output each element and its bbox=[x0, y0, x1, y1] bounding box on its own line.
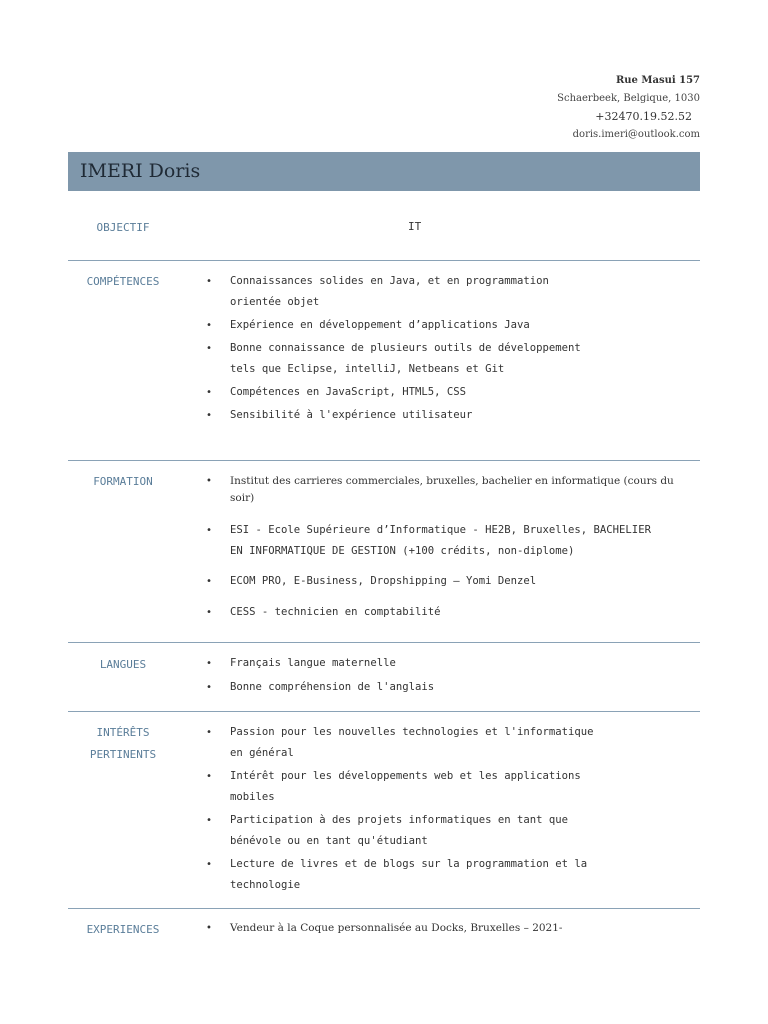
skills-list bbox=[230, 271, 600, 429]
list-item: • Intérêt pour les développements web et les applications mobiles bbox=[230, 766, 600, 808]
section-label-interests-line1: INTÉRÊTS bbox=[96, 726, 150, 739]
list-item: • Bonne connaissance de plusieurs outils de développement tels que Eclipse, intelliJ, Netbeans et Git bbox=[230, 338, 600, 380]
section-interests bbox=[68, 711, 700, 909]
section-skills bbox=[68, 260, 700, 461]
contact-city: Schaerbeek, Belgique, 1030 bbox=[557, 93, 700, 104]
list-item: • ECOM PRO, E-Business, Dropshipping – Yomi Denzel bbox=[230, 571, 674, 592]
list-item: • Lecture de livres et de blogs sur la programmation et la technologie bbox=[230, 854, 600, 896]
section-education bbox=[68, 460, 700, 643]
full-name: IMERI Doris bbox=[80, 160, 201, 182]
list-item: • Vendeur à la Coque personnalisée au Docks, Bruxelles – 2021- bbox=[230, 920, 674, 937]
section-objective bbox=[68, 206, 700, 260]
list-item: • ESI - Ecole Supérieure d’Informatique - HE2B, Bruxelles, BACHELIER EN INFORMATIQUE DE GESTION (+100 crédits, non-diplome) bbox=[230, 520, 670, 562]
list-item: • Connaissances solides en Java, et en programmation orientée objet bbox=[230, 271, 600, 313]
section-languages bbox=[68, 642, 700, 712]
section-label-interests-line2: PERTINENTS bbox=[89, 748, 157, 761]
list-item: • Compétences en JavaScript, HTML5, CSS bbox=[230, 382, 600, 403]
education-list bbox=[230, 473, 674, 626]
contact-phone: +32470.19.52.52 bbox=[595, 110, 692, 123]
name-header bbox=[68, 152, 700, 191]
contact-street: Rue Masui 157 bbox=[615, 75, 700, 86]
list-item: • Bonne compréhension de l'anglais bbox=[230, 677, 600, 698]
section-label-skills: COMPÉTENCES bbox=[86, 275, 160, 288]
section-label-objective: OBJECTIF bbox=[96, 221, 150, 234]
experiences-list bbox=[230, 920, 674, 940]
list-item: • Passion pour les nouvelles technologies et l'informatique en général bbox=[230, 722, 600, 764]
languages-list bbox=[230, 653, 600, 701]
section-label-interests bbox=[68, 722, 178, 766]
list-item: • Français langue maternelle bbox=[230, 653, 600, 674]
section-label-experiences: EXPERIENCES bbox=[86, 923, 160, 936]
contact-email: doris.imeri@outlook.com bbox=[572, 129, 700, 140]
list-item: • Sensibilité à l'expérience utilisateur bbox=[230, 405, 600, 426]
interests-list bbox=[230, 722, 600, 899]
list-item: • CESS - technicien en comptabilité bbox=[230, 602, 674, 623]
list-item: • Participation à des projets informatiques en tant que bénévole ou en tant qu'étudiant bbox=[230, 810, 600, 852]
section-label-languages: LANGUES bbox=[99, 658, 147, 671]
objective-value: IT bbox=[408, 220, 422, 233]
list-item: • Institut des carrieres commerciales, bruxelles, bachelier en informatique (cours du soir) bbox=[230, 473, 674, 507]
section-label-education: FORMATION bbox=[93, 475, 153, 488]
contact-block bbox=[557, 72, 700, 144]
section-experiences bbox=[68, 908, 700, 969]
list-item: • Expérience en développement d’applications Java bbox=[230, 315, 600, 336]
